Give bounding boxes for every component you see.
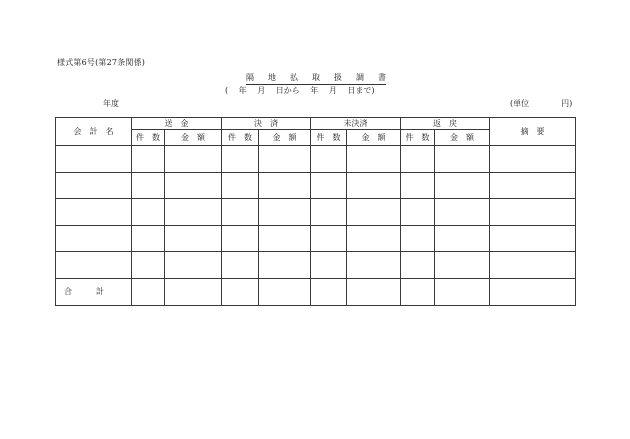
table-row <box>56 199 576 226</box>
cell[interactable] <box>435 172 490 199</box>
table-row <box>56 146 576 173</box>
cell[interactable] <box>401 278 435 305</box>
subheader-count: 件 数 <box>311 130 347 146</box>
cell[interactable] <box>401 146 435 173</box>
cell[interactable] <box>165 252 222 279</box>
cell[interactable] <box>435 199 490 226</box>
cell[interactable] <box>347 252 401 279</box>
cell[interactable] <box>259 278 311 305</box>
cell[interactable] <box>311 252 347 279</box>
cell[interactable] <box>490 146 576 173</box>
title-char: 取 <box>312 73 320 82</box>
title-char: 扱 <box>334 73 342 82</box>
cell[interactable] <box>259 252 311 279</box>
title-char: 調 <box>356 73 364 82</box>
title-char: 書 <box>378 73 386 82</box>
cell[interactable] <box>222 252 259 279</box>
title-char: 地 <box>268 73 276 82</box>
cell[interactable] <box>435 278 490 305</box>
header-remarks: 摘 要 <box>490 118 576 146</box>
cell[interactable] <box>222 172 259 199</box>
cell[interactable] <box>347 278 401 305</box>
form-number-label: 様式第6号(第27条関係) <box>57 58 146 67</box>
cell[interactable] <box>401 225 435 252</box>
header-group-settled: 決 済 <box>222 118 311 130</box>
unit-label: (単位 円) <box>510 99 573 108</box>
cell[interactable] <box>490 278 576 305</box>
cell[interactable] <box>347 199 401 226</box>
subheader-amount: 金 額 <box>165 130 222 146</box>
cell[interactable] <box>165 225 222 252</box>
cell[interactable] <box>347 172 401 199</box>
table-row <box>56 252 576 279</box>
cell[interactable] <box>132 199 165 226</box>
cell[interactable] <box>490 172 576 199</box>
cell[interactable] <box>132 252 165 279</box>
cell[interactable] <box>347 225 401 252</box>
cell[interactable] <box>259 146 311 173</box>
header-group-remittance: 送 金 <box>132 118 222 130</box>
cell[interactable] <box>259 225 311 252</box>
period-range <box>225 85 411 96</box>
subheader-amount: 金 額 <box>347 130 401 146</box>
cell[interactable] <box>165 172 222 199</box>
cell[interactable] <box>165 278 222 305</box>
cell[interactable] <box>401 172 435 199</box>
cell[interactable] <box>132 146 165 173</box>
fiscal-year-label: 年度 <box>103 99 119 108</box>
cell[interactable] <box>56 172 132 199</box>
subheader-count: 件 数 <box>401 130 435 146</box>
cell[interactable] <box>222 199 259 226</box>
cell[interactable] <box>222 225 259 252</box>
header-account-name: 会 計 名 <box>56 118 132 146</box>
cell[interactable] <box>435 252 490 279</box>
subheader-amount: 金 額 <box>259 130 311 146</box>
cell[interactable] <box>311 225 347 252</box>
cell[interactable] <box>259 199 311 226</box>
cell[interactable] <box>490 252 576 279</box>
cell[interactable] <box>259 172 311 199</box>
cell[interactable] <box>56 199 132 226</box>
header-row-1 <box>56 118 576 130</box>
total-row <box>56 278 576 305</box>
remittance-table <box>55 117 576 306</box>
total-label: 合 計 <box>56 278 132 305</box>
cell[interactable] <box>222 278 259 305</box>
cell[interactable] <box>165 199 222 226</box>
cell[interactable] <box>56 225 132 252</box>
cell[interactable] <box>311 199 347 226</box>
cell[interactable] <box>435 146 490 173</box>
subheader-amount: 金 額 <box>435 130 490 146</box>
cell[interactable] <box>347 146 401 173</box>
cell[interactable] <box>132 172 165 199</box>
cell[interactable] <box>132 278 165 305</box>
header-group-unsettled: 未決済 <box>311 118 401 130</box>
subheader-count: 件 数 <box>222 130 259 146</box>
period-text: ( 年 月 日から 年 月 日まで) <box>225 86 375 95</box>
cell[interactable] <box>56 252 132 279</box>
cell[interactable] <box>490 225 576 252</box>
cell[interactable] <box>132 225 165 252</box>
table-row <box>56 225 576 252</box>
cell[interactable] <box>311 172 347 199</box>
header-group-returned: 返 戻 <box>401 118 490 130</box>
cell[interactable] <box>490 199 576 226</box>
cell[interactable] <box>165 146 222 173</box>
cell[interactable] <box>56 146 132 173</box>
cell[interactable] <box>222 146 259 173</box>
document-title <box>246 72 386 85</box>
cell[interactable] <box>435 225 490 252</box>
title-char: 払 <box>290 73 298 82</box>
table-row <box>56 172 576 199</box>
subheader-count: 件 数 <box>132 130 165 146</box>
title-char: 隔 <box>246 73 254 82</box>
cell[interactable] <box>401 252 435 279</box>
cell[interactable] <box>311 278 347 305</box>
cell[interactable] <box>401 199 435 226</box>
cell[interactable] <box>311 146 347 173</box>
